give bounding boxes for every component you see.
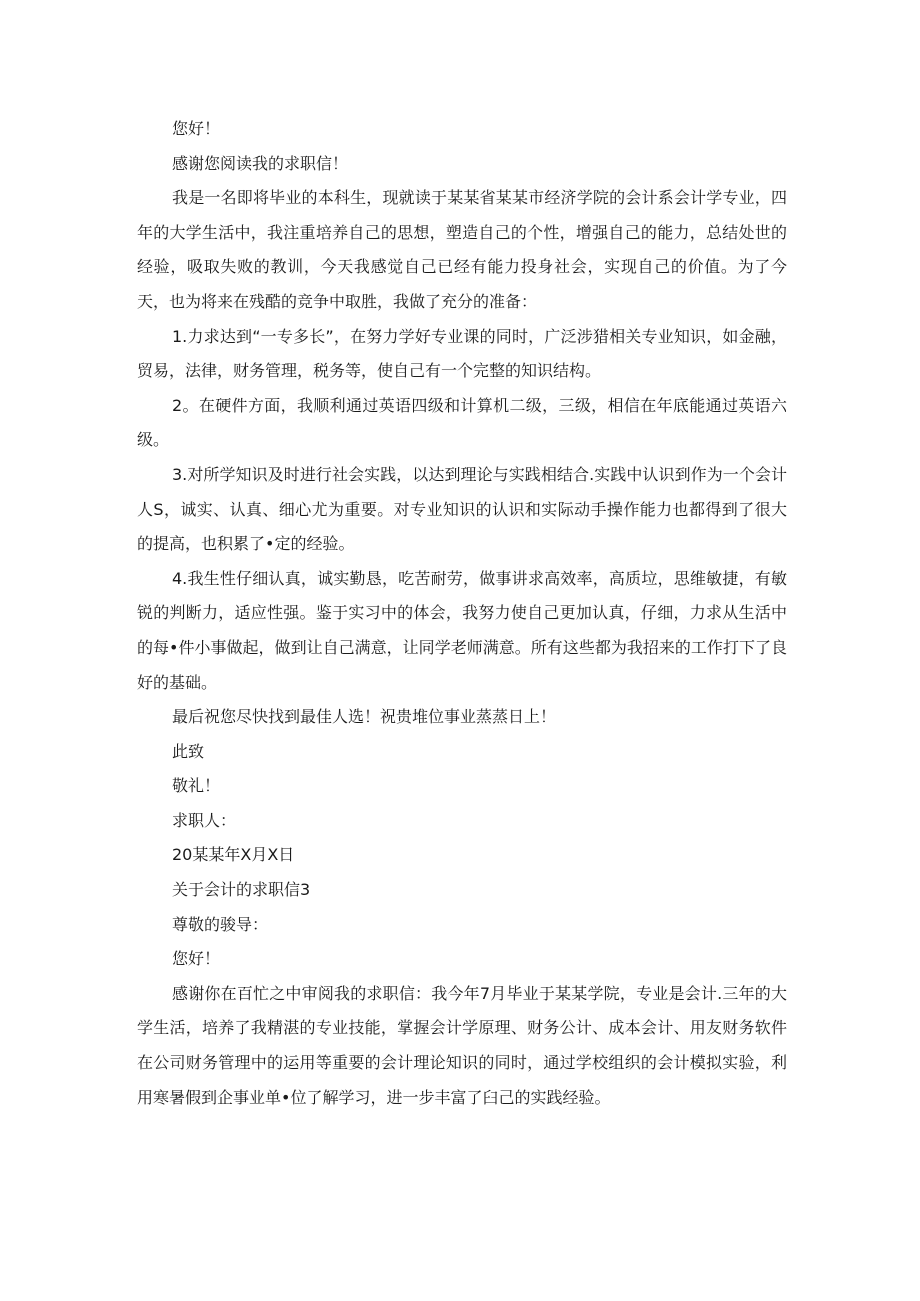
greeting: 您好！ bbox=[172, 119, 221, 138]
letter-body bbox=[137, 112, 787, 1115]
thanks-line: 感谢您阅读我的求职信！ bbox=[172, 153, 349, 173]
salute-line-1: 此致 bbox=[172, 741, 205, 761]
point-3-paragraph: 3.对所学知识及时进行社会实践，以达到理论与实践相结合.实践中认识到作为一个会计人S，诚实、认真、细心尤为重要。对专业知识的认识和实际动手操作能力也都得到了很大的提高，也积累了•定的经验。 bbox=[137, 464, 787, 554]
salute-line-2: 敬礼！ bbox=[172, 776, 221, 796]
greeting-2: 您好！ bbox=[172, 949, 221, 969]
letter3-body-paragraph: 感谢你在百忙之中审阅我的求职信：我今年7月毕业于某某学院，专业是会计.三年的大学生活，培养了我精湛的专业技能，掌握会计学原理、财务公计、成本会计、用友财务软件在公司财务管理中的运用等重要的会计理论知识的同时，通过学校组织的会计模拟实验，利用寒暑假到企事业单•位了解学习，进一步丰富了臼己的实践经验。 bbox=[137, 983, 787, 1107]
applicant-line: 求职人： bbox=[172, 810, 237, 830]
salutation-line: 尊敬的骏导： bbox=[172, 914, 269, 934]
intro-paragraph: 我是一名即将毕业的本科生，现就读于某某省某某市经济学院的会计系会计学专业，四年的大学生活中，我注重培养自己的思想，塑造自己的个性，增强自己的能力，总结处世的经验，吸取失败的教训，今天我感觉自己已经有能力投身社会，实现自己的价值。为了今天，也为将来在残酷的竞争中取胜，我做了充分的准备： bbox=[137, 188, 787, 311]
point-1-paragraph: 1.力求达到“一专多长”，在努力学好专业课的同时，广泛涉猎相关专业知识，如金融，贸易，法律，财务管理，税务等，使自己有一个完整的知识结构。 bbox=[137, 326, 787, 381]
closing-wish: 最后祝您尽快找到最佳人选！祝贵堆位事业蒸蒸日上！ bbox=[172, 707, 557, 727]
section-title: 关于会计的求职信3 bbox=[172, 880, 311, 900]
point-4-paragraph: 4.我生性仔细认真，诚实勤恳，吃苦耐劳，做事讲求高效率，高质垃，思维敏捷，有敏锐的判断力，适应性强。鉴于实习中的体会，我努力使自己更加认真，仔细，力求从生活中的每•件小事做起，做到让自己满意，让同学老师满意。所有这些都为我招来的工作打下了良好的基础。 bbox=[137, 568, 787, 692]
date-line: 20某某年X月X日 bbox=[172, 845, 295, 865]
point-2-paragraph: 2。在硬件方面，我顺利通过英语四级和计算机二级，三级，相信在年底能通过英语六级。 bbox=[137, 395, 787, 450]
